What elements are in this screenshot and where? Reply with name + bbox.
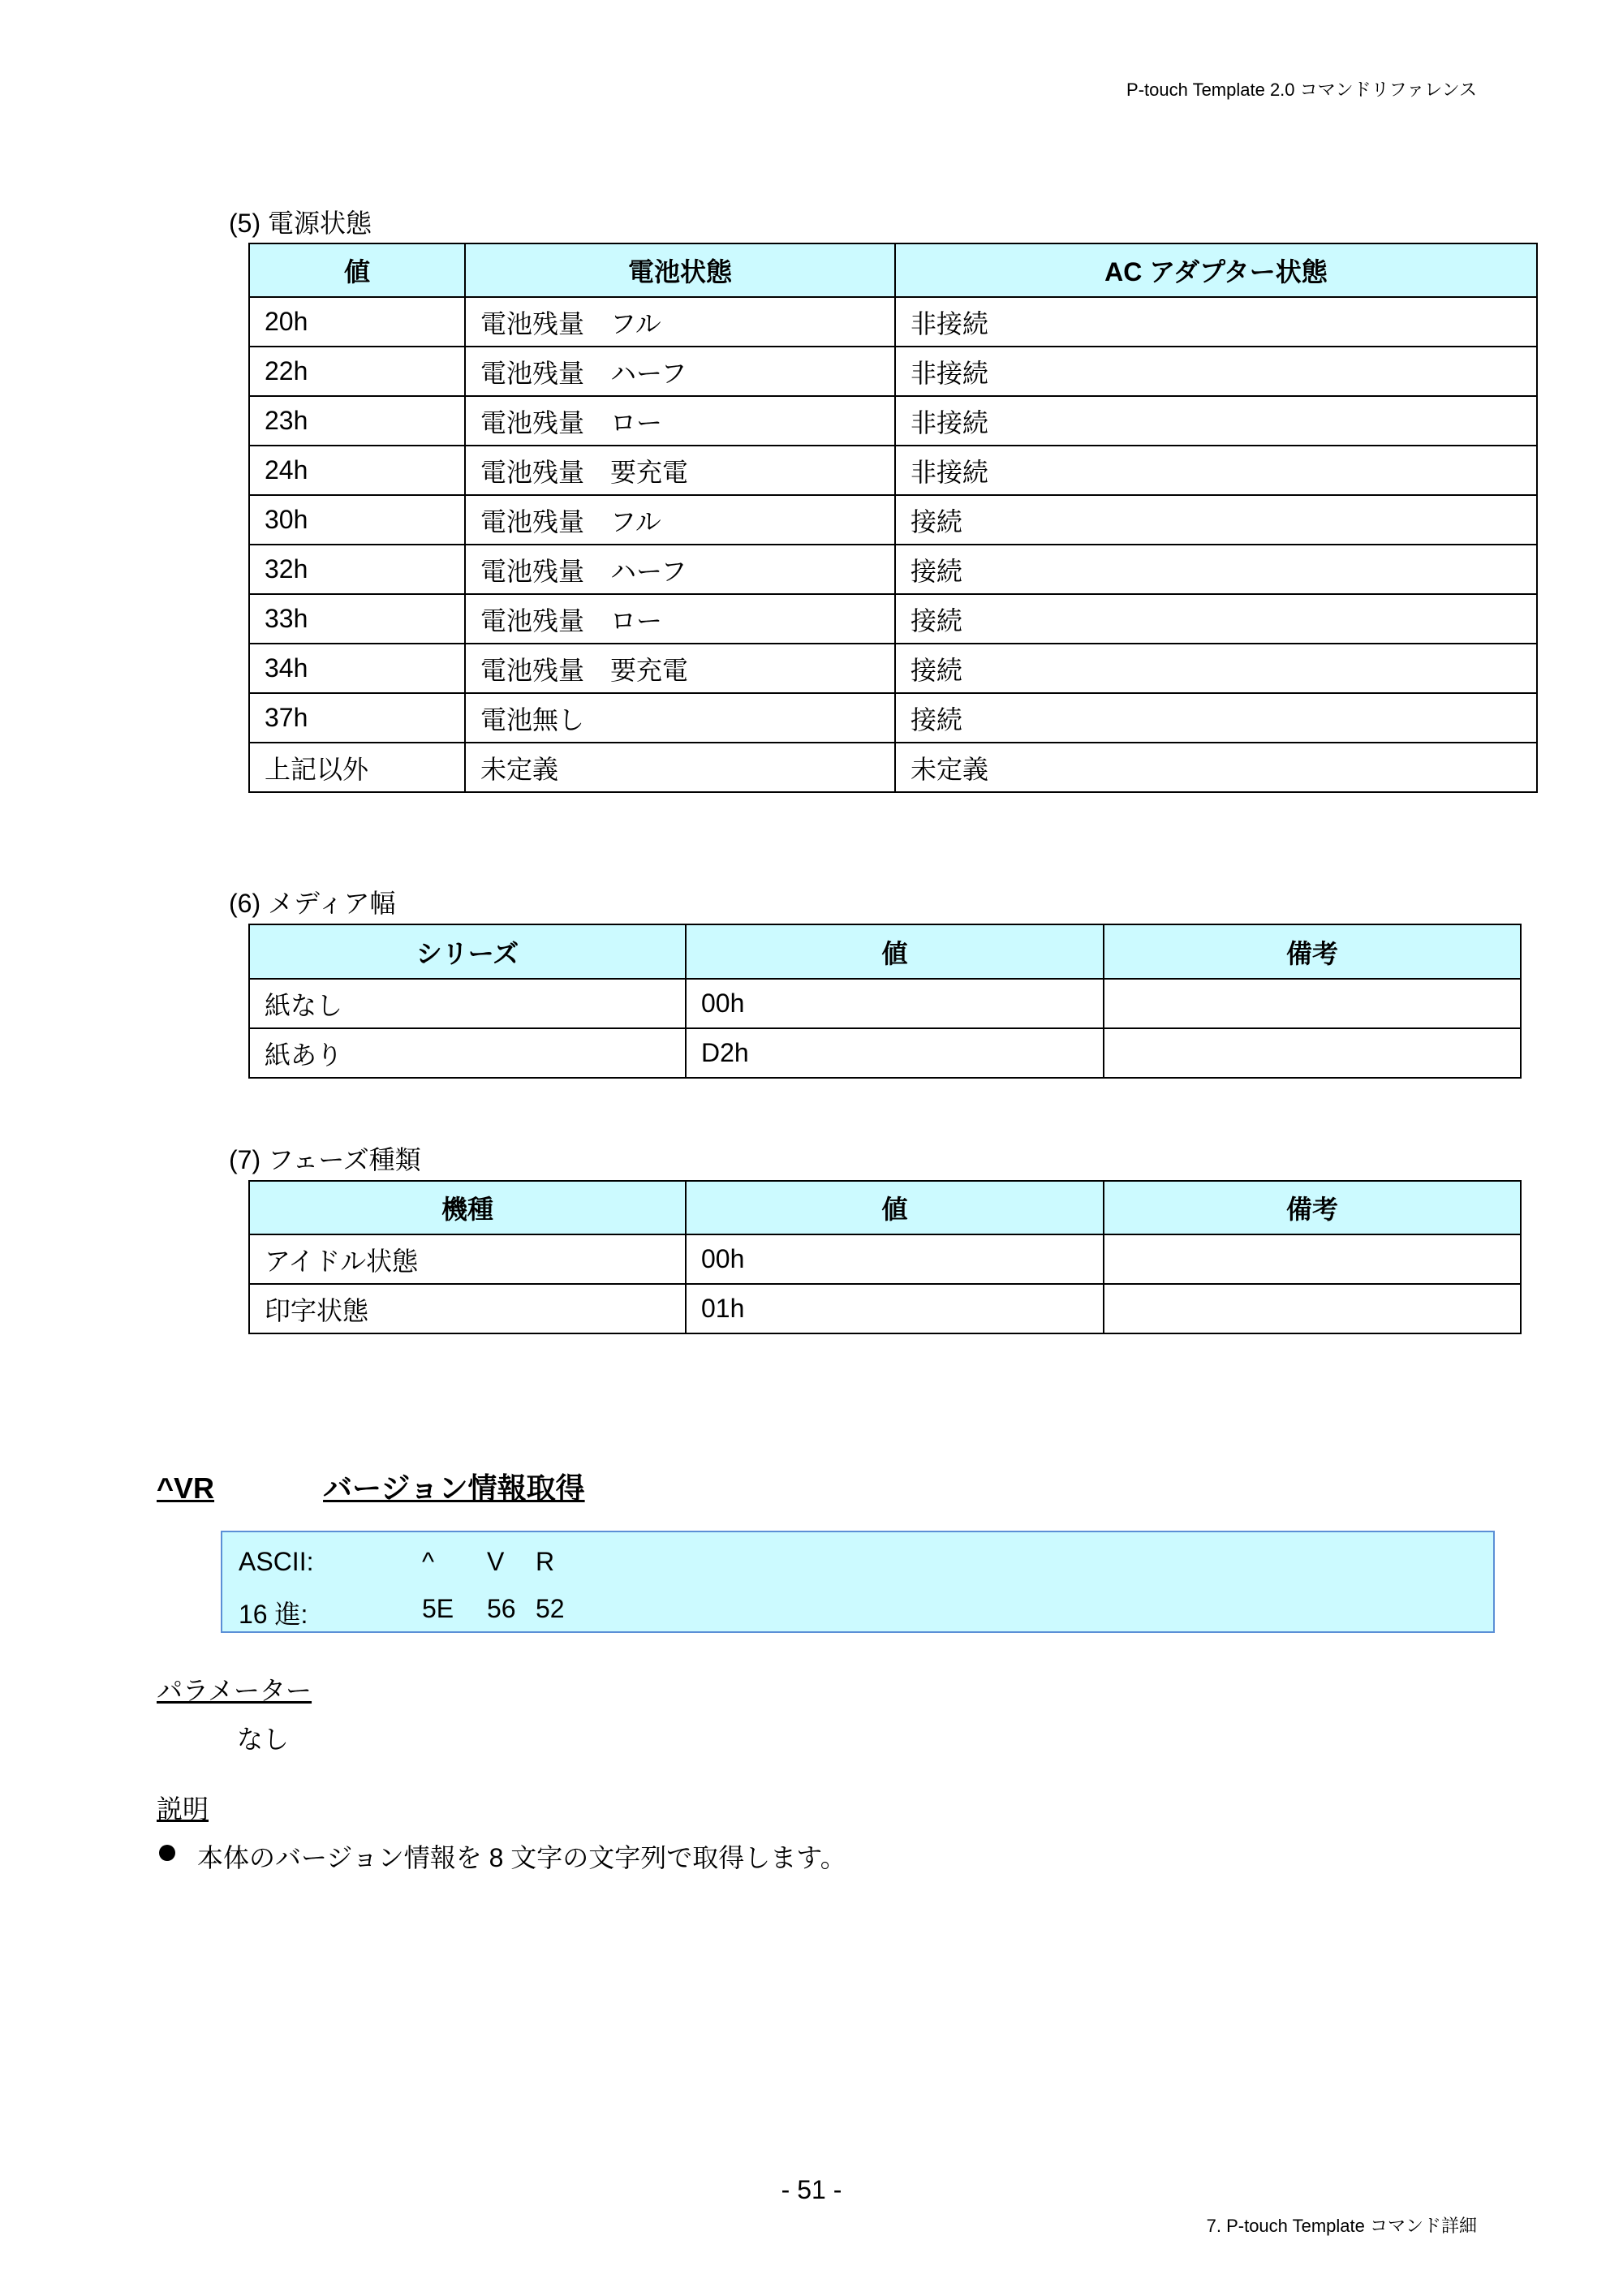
column-header: 値 bbox=[686, 924, 1104, 979]
table-cell: 接続 bbox=[895, 644, 1537, 693]
table-cell: 紙なし bbox=[249, 979, 686, 1028]
column-header: AC アダプター状態 bbox=[895, 243, 1537, 297]
table-header-row bbox=[249, 243, 1537, 297]
table-cell: 37h bbox=[249, 693, 465, 743]
media-width-table bbox=[248, 924, 1522, 1079]
table-cell bbox=[1104, 979, 1521, 1028]
table-cell: 01h bbox=[686, 1284, 1104, 1333]
table-cell bbox=[1104, 1234, 1521, 1284]
page-header: P-touch Template 2.0 コマンドリファレンス bbox=[1126, 80, 1477, 100]
hex-value: 56 bbox=[487, 1594, 516, 1623]
table-cell: 電池残量 ロー bbox=[465, 594, 895, 644]
power-status-table bbox=[248, 243, 1538, 793]
table-cell: 20h bbox=[249, 297, 465, 347]
table-row bbox=[249, 545, 1537, 594]
table-cell: 24h bbox=[249, 446, 465, 495]
table-cell: 00h bbox=[686, 1234, 1104, 1284]
table-cell: 33h bbox=[249, 594, 465, 644]
table-cell: 34h bbox=[249, 644, 465, 693]
column-header: 値 bbox=[686, 1181, 1104, 1234]
column-header: 値 bbox=[249, 243, 465, 297]
ascii-value: R bbox=[536, 1547, 555, 1576]
table-cell: 電池無し bbox=[465, 693, 895, 743]
table-cell: 未定義 bbox=[895, 743, 1537, 792]
command-code-box bbox=[221, 1531, 1495, 1633]
table-cell: 電池残量 要充電 bbox=[465, 446, 895, 495]
bullet-icon bbox=[159, 1845, 175, 1861]
table-cell bbox=[1104, 1284, 1521, 1333]
section-label-phase: (7) フェーズ種類 bbox=[229, 1145, 421, 1174]
description-text: 本体のバージョン情報を 8 文字の文字列で取得します。 bbox=[197, 1843, 846, 1872]
table-cell: 非接続 bbox=[895, 396, 1537, 446]
description-heading: 説明 bbox=[157, 1794, 209, 1824]
column-header: 備考 bbox=[1104, 924, 1521, 979]
ascii-value: ^ bbox=[422, 1547, 435, 1576]
table-row bbox=[249, 297, 1537, 347]
table-cell: 上記以外 bbox=[249, 743, 465, 792]
section-label-power: (5) 電源状態 bbox=[229, 209, 372, 238]
table-cell: 電池残量 ハーフ bbox=[465, 347, 895, 396]
table-cell: 22h bbox=[249, 347, 465, 396]
table-row bbox=[249, 396, 1537, 446]
table-row bbox=[249, 594, 1537, 644]
section-label-media: (6) メディア幅 bbox=[229, 889, 396, 918]
parameters-heading: パラメーター bbox=[157, 1676, 312, 1705]
page-footer-chapter: 7. P-touch Template コマンド詳細 bbox=[1206, 2216, 1477, 2236]
table-cell: 電池残量 ハーフ bbox=[465, 545, 895, 594]
table-cell: 印字状態 bbox=[249, 1284, 686, 1333]
ascii-value: V bbox=[487, 1547, 505, 1576]
table-cell: 00h bbox=[686, 979, 1104, 1028]
table-row bbox=[249, 495, 1537, 545]
hex-label: 16 進: bbox=[239, 1600, 308, 1629]
table-row bbox=[249, 644, 1537, 693]
table-cell: 非接続 bbox=[895, 446, 1537, 495]
table-cell: 接続 bbox=[895, 693, 1537, 743]
table-header-row bbox=[249, 1181, 1521, 1234]
table-row bbox=[249, 347, 1537, 396]
table-cell: 電池残量 フル bbox=[465, 495, 895, 545]
table-cell: 非接続 bbox=[895, 347, 1537, 396]
table-cell: アイドル状態 bbox=[249, 1234, 686, 1284]
table-cell: 接続 bbox=[895, 594, 1537, 644]
table-row bbox=[249, 693, 1537, 743]
hex-value: 5E bbox=[422, 1594, 454, 1623]
column-header: 電池状態 bbox=[465, 243, 895, 297]
command-title: バージョン情報取得 bbox=[323, 1471, 585, 1505]
table-cell: 32h bbox=[249, 545, 465, 594]
table-cell: 接続 bbox=[895, 495, 1537, 545]
table-cell: 紙あり bbox=[249, 1028, 686, 1078]
table-cell: 電池残量 ロー bbox=[465, 396, 895, 446]
table-row bbox=[249, 1284, 1521, 1333]
hex-value: 52 bbox=[536, 1594, 565, 1623]
table-cell: 電池残量 フル bbox=[465, 297, 895, 347]
table-row bbox=[249, 446, 1537, 495]
table-row bbox=[249, 743, 1537, 792]
page-number: - 51 - bbox=[781, 2175, 842, 2204]
table-cell: 23h bbox=[249, 396, 465, 446]
table-cell bbox=[1104, 1028, 1521, 1078]
command-code: ^VR bbox=[157, 1471, 215, 1505]
table-header-row bbox=[249, 924, 1521, 979]
table-row bbox=[249, 979, 1521, 1028]
table-cell: 未定義 bbox=[465, 743, 895, 792]
table-cell: 30h bbox=[249, 495, 465, 545]
phase-type-table bbox=[248, 1180, 1522, 1334]
table-row bbox=[249, 1028, 1521, 1078]
column-header: 備考 bbox=[1104, 1181, 1521, 1234]
column-header: 機種 bbox=[249, 1181, 686, 1234]
table-row bbox=[249, 1234, 1521, 1284]
table-cell: D2h bbox=[686, 1028, 1104, 1078]
ascii-label: ASCII: bbox=[239, 1547, 314, 1576]
command-heading bbox=[157, 1466, 593, 1507]
table-cell: 接続 bbox=[895, 545, 1537, 594]
parameters-text: なし bbox=[237, 1725, 290, 1754]
table-cell: 電池残量 要充電 bbox=[465, 644, 895, 693]
column-header: シリーズ bbox=[249, 924, 686, 979]
table-cell: 非接続 bbox=[895, 297, 1537, 347]
